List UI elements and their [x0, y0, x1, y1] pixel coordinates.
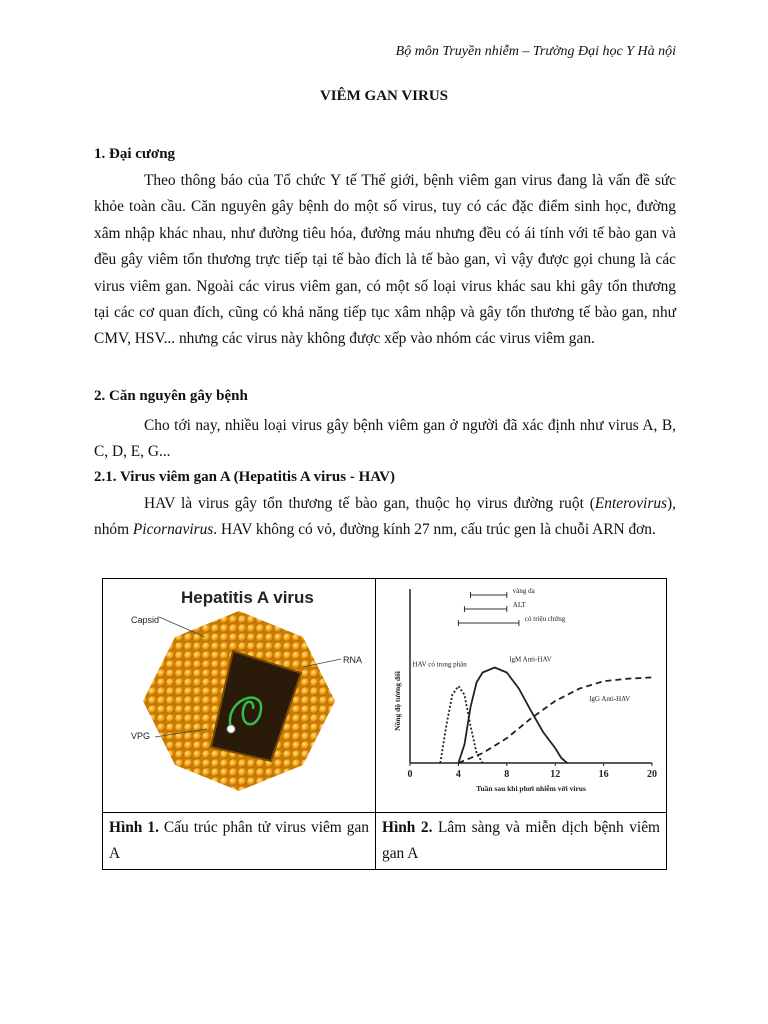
- series-label: HAV có trong phân: [412, 660, 467, 669]
- label-rna: RNA: [343, 655, 363, 665]
- figure-2-caption-text: Lâm sàng và miễn dịch bệnh viêm gan A: [382, 819, 660, 862]
- label-capsid: Capsid: [131, 615, 160, 625]
- series-label: IgM Anti-HAV: [509, 655, 552, 664]
- x-tick-label: 16: [598, 769, 609, 780]
- para-text-2: ), nhóm: [94, 495, 676, 539]
- series-line: [458, 677, 652, 763]
- para-text-enterovirus: Enterovirus: [594, 495, 668, 512]
- section-2-heading: 2. Căn nguyên gây bệnh: [94, 388, 248, 404]
- figure-2-caption: [376, 813, 667, 870]
- para-text-3: . HAV không có vỏ, đường kính 27 nm, cấu trúc gen là chuỗi ARN đơn.: [213, 521, 656, 539]
- interval-label: vàng da: [512, 587, 535, 595]
- para-text-picornavirus: Picornavirus: [132, 521, 214, 539]
- hav-course-chart: [376, 579, 666, 807]
- x-tick-label: 4: [455, 769, 461, 780]
- x-tick-label: 12: [550, 769, 561, 780]
- virus-illustration: [103, 579, 375, 807]
- figure-1-caption: [103, 813, 376, 870]
- figure-2-caption-label: Hình 2.: [382, 819, 433, 836]
- figure-1-cell: [103, 579, 376, 813]
- section-2-paragraph: Cho tới nay, nhiều loại virus gây bệnh viêm gan ở người đã xác định như virus A, B, C, D, E, G...: [94, 417, 676, 461]
- header-institution: Bộ môn Truyền nhiễm – Trường Đại học Y Hà nội: [395, 44, 676, 59]
- section-2-1-heading: 2.1. Virus viêm gan A (Hepatitis A virus - HAV): [94, 469, 395, 485]
- vpg-dot: [227, 725, 235, 733]
- section-1-paragraph: Theo thông báo của Tổ chức Y tế Thế giới, bệnh viêm gan virus đang là vấn đề sức khỏe toàn cầu. Căn nguyên gây bệnh do một số virus, tuy có các đặc điểm sinh học, đường xâm nhập khác nhau, như đường tiêu hóa, đường máu nhưng đều có ái tính với tế bào gan và đều gây viêm tổn thương trực tiếp tại tế bào đích là tế bào gan, vì vậy được gọi chung là các virus viêm gan. Ngoài các virus viêm gan, có một số loại virus khác sau khi gây tổn thương tại các cơ quan đích, cũng có khả năng tiếp tục xâm nhập và gây tổn thương tế bào gan, như CMV, HSV... nhưng các virus này không được xếp vào nhóm các virus viêm gan.: [94, 172, 676, 348]
- series-label: IgG Anti-HAV: [589, 695, 631, 703]
- y-axis-label: Nồng độ tương đối: [393, 671, 402, 731]
- figure-1-caption-text: Cấu trúc phân tử virus viêm gan A: [109, 819, 369, 862]
- figure-1-caption-label: Hình 1.: [109, 819, 159, 836]
- para-text-1: HAV là virus gây tổn thương tế bào gan, thuộc họ virus đường ruột (: [144, 495, 595, 512]
- figure-table: [102, 578, 667, 870]
- x-tick-label: 0: [407, 769, 413, 780]
- interval-label: ALT: [512, 601, 526, 609]
- label-vpg: VPG: [131, 731, 151, 741]
- page-title: VIÊM GAN VIRUS: [319, 88, 449, 104]
- interval-label: có triệu chứng: [524, 615, 566, 623]
- x-tick-label: 8: [504, 769, 510, 780]
- figure-1-title: Hepatitis A virus: [181, 588, 314, 607]
- x-tick-label: 20: [647, 769, 657, 780]
- figure-2-cell: [376, 579, 667, 813]
- x-axis-label: Tuần sau khi phơi nhiễm với virus: [476, 784, 586, 793]
- section-1-heading: 1. Đại cương: [94, 146, 176, 162]
- section-2-1-paragraph: [94, 491, 676, 544]
